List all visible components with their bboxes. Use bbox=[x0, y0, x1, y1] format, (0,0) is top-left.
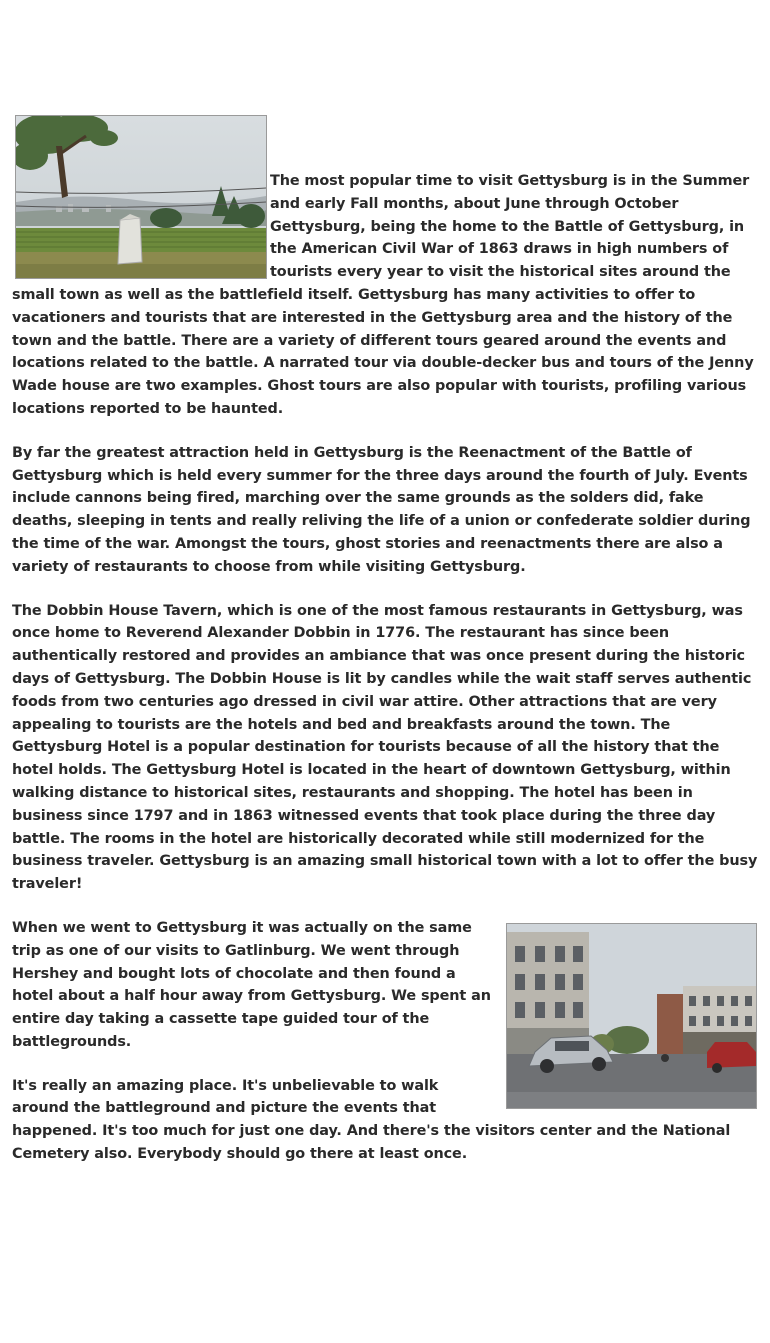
town-photo bbox=[506, 923, 757, 1109]
battlefield-photo-graphic bbox=[16, 116, 266, 278]
paragraph-visit-season: The most popular time to visit Gettysburg is in the Summer and early Fall months, about June through October Gettysburg, being the home to the Battle of Gettysburg, in the American Civil War of 1863 draws in high numbers of tourists every year to visit the historical sites around the small town as well as the battlefield itself. Gettysburg has many activities to offer to vacationers and tourists that are interested in the Gettysburg area and the history of the town and the battle. There are a variety of different tours geared around the events and locations related to the battle. A narrated tour via double-decker bus and tours of the Jenny Wade house are two examples. Ghost tours are also popular with tourists, profiling various locations reported to be haunted. bbox=[12, 173, 754, 417]
paragraph-our-visit: When we went to Gettysburg it was actually on the same trip as one of our visits to Gatlinburg. We went through Hershey and bought lots of chocolate and then found a hotel about a half hour away from Gettysburg. We spent an entire day taking a cassette tape guided tour of the battlegrounds. bbox=[12, 919, 491, 1050]
paragraph-dobbin-house: The Dobbin House Tavern, which is one of the most famous restaurants in Gettysburg, was once home to Reverend Alexander Dobbin in 1776. The restaurant has since been authentically restored and provides an ambiance that was once present during the historic days of Gettysburg. The Dobbin House is lit by candles while the wait staff serves authentic foods from two centuries ago dressed in civil war attire. Other attractions that are very appealing to tourists are the hotels and bed and breakfasts around the town. The Gettysburg Hotel is a popular destination for tourists because of all the history that the hotel holds. The Gettysburg Hotel is located in the heart of downtown Gettysburg, within walking distance to historical sites, restaurants and shopping. The hotel has been in business since 1797 and in 1863 witnessed events that took place during the three day battle. The rooms in the hotel are historically decorated while still modernized for the business traveler. Gettysburg is an amazing small historical town with a lot to offer the busy traveler! bbox=[12, 602, 758, 893]
paragraph-amazing-place: It's really an amazing place. It's unbelievable to walk around the battleground and picture the events that happened. It's too much for just one day. And there's the visitors center and the National Cemetery also. Everybody should go there at least once. bbox=[12, 1077, 731, 1163]
article bbox=[12, 112, 758, 1187]
town-photo-graphic bbox=[507, 924, 756, 1108]
battlefield-photo bbox=[15, 115, 267, 279]
paragraph-reenactment: By far the greatest attraction held in Gettysburg is the Reenactment of the Battle of Gettysburg which is held every summer for the three days around the fourth of July. Events include cannons being fired, marching over the same grounds as the solders did, fake deaths, sleeping in tents and really reliving the life of a union or confederate soldier during the time of the war. Amongst the tours, ghost stories and reenactments there are also a variety of restaurants to choose from while visiting Gettysburg. bbox=[12, 444, 751, 575]
